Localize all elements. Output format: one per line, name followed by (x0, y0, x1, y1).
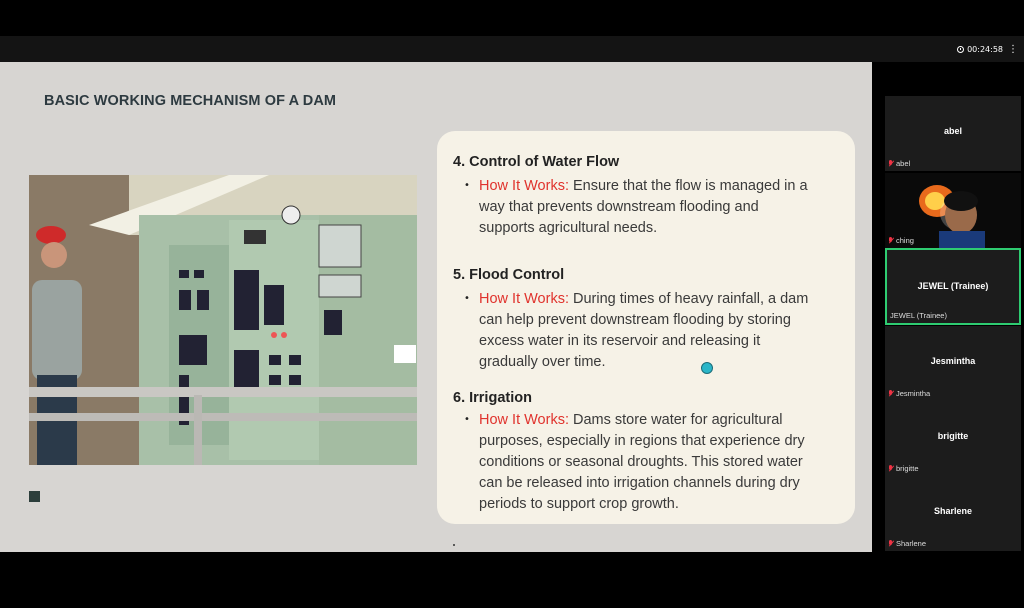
content-card: 4. Control of Water Flow • How It Works: Ensure that the flow is managed in a way that prevents downstream flooding and supports agricultural needs. 5. Flood Control • How It Works: During times of heavy rainfall, a dam can help prevent downstream flooding by storing excess water in its reservoir and releasing it gradually over time. 6. Irrigation • How It Works: Dams store water for agricultural purposes, especially in regions that experience dry conditions or seasonal droughts. This stored water can be released into irrigation channels during dry periods to support crop growth. (437, 131, 855, 524)
top-bar (0, 0, 1024, 36)
participant-tile[interactable]: ching (885, 173, 1021, 248)
section-heading: 5. Flood Control (453, 267, 565, 283)
mic-muted-icon (888, 160, 894, 167)
bullet: • (464, 180, 470, 191)
slide-dot (453, 544, 455, 546)
participant-tile[interactable]: Jesmintha Jesmintha (885, 326, 1021, 401)
participant-tile[interactable]: abel abel (885, 96, 1021, 171)
slide-title: BASIC WORKING MECHANISM OF A DAM (44, 93, 337, 109)
section-heading: 6. Irrigation (453, 390, 532, 406)
timer-text: 00:24:58 (967, 45, 1003, 54)
bottom-bar (0, 552, 1024, 608)
bullet: • (464, 414, 470, 425)
mic-muted-icon (888, 237, 894, 244)
mic-muted-icon (888, 540, 894, 547)
how-it-works-label: How It Works: (479, 178, 569, 194)
pointer-cursor (701, 362, 713, 374)
shared-slide (0, 62, 872, 552)
participant-tile[interactable]: JEWEL (Trainee) JEWEL (Trainee) (885, 248, 1021, 325)
slide-marker (29, 491, 40, 502)
bullet: • (464, 293, 470, 304)
participant-tile[interactable]: Sharlene Sharlene (885, 476, 1021, 551)
meeting-timer (957, 44, 1018, 55)
mic-muted-icon (888, 465, 894, 472)
clock-icon (957, 46, 964, 53)
mic-muted-icon (888, 390, 894, 397)
participant-tile[interactable]: brigitte brigitte (885, 401, 1021, 476)
how-it-works-label: How It Works: (479, 412, 569, 428)
how-it-works-label: How It Works: (479, 291, 569, 307)
more-options-icon[interactable]: ⋮ (1008, 44, 1018, 55)
meeting-toolbar (0, 36, 1024, 62)
section-heading: 4. Control of Water Flow (453, 154, 620, 170)
control-room-photo (29, 175, 417, 465)
